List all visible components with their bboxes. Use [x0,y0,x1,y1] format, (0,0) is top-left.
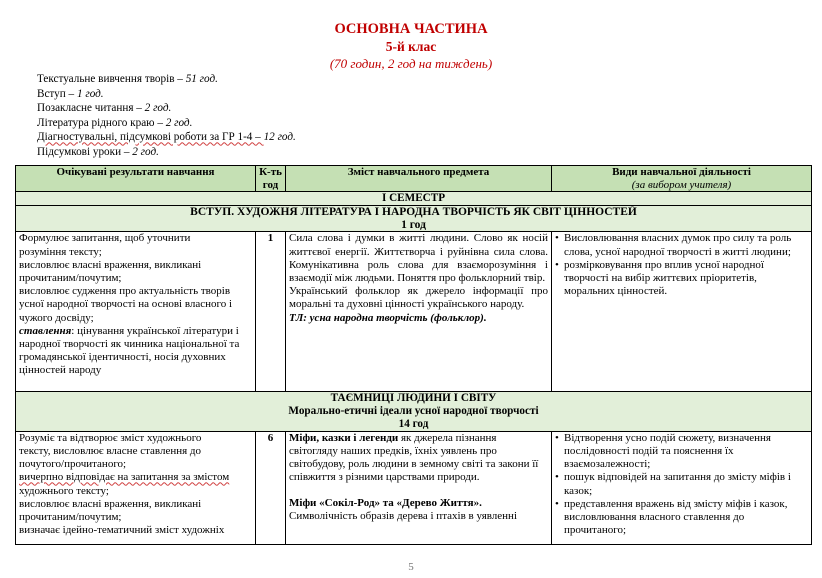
section1-title: ВСТУП. ХУДОЖНЯ ЛІТЕРАТУРА І НАРОДНА ТВОРЧІСТЬ ЯК СВІТ ЦІННОСТЕЙ [190,205,637,218]
list-item: • розмірковування про вплив усної народної творчості на вибір життєвих пріоритетів, моральних цінностей. [555,259,808,299]
section-title: ОСНОВНА ЧАСТИНА [334,21,488,37]
grade-title: 5-й клас [385,39,437,54]
section-header-row [16,205,812,232]
header-activity-note: (за вибором учителя) [631,178,732,191]
hours-item: Підсумкові уроки – 2 год. [37,145,159,158]
hours-breakdown [37,72,296,160]
semester-row [16,192,812,206]
section2-hours: 14 год [398,417,429,430]
list-item: • пошук відповідей на запитання до змісту міфів і казок; [555,471,808,497]
hours-item: Позакласне читання – 2 год. [37,102,172,115]
section-header-row [16,392,812,431]
section2-subtitle: Морально-етичні ідеали усної народної творчості [288,405,539,418]
section2-title: ТАЄМНИЦІ ЛЮДИНИ І СВІТУ [330,392,497,405]
hours-item: Текстуальне вивчення творів – 51 год. [37,73,218,85]
list-item: • Висловлювання власних думок про силу та роль слова, усної народної творчості в житті людини; [555,232,808,258]
content-cell: Сила слова і думки в житті людини. Слово як носій життєвої енергії. Життєтворча і руйнівна сила слова. Комунікативна роль слова для взаєморозуміння і взаємодії між людьми. Поняття про фольклорний твір. Український фольклор як джерело інформації про моральні та духовні цінності українського народу. ТЛ: усна народна творчість (фольклор). [286,232,552,392]
hours-item: Діагностувальні, підсумкові роботи за ГР 1-4 – 12 год. [37,131,296,144]
hours-item: Література рідного краю – 2 год. [37,116,193,129]
header-activity: Види навчальної діяльності (за вибором учителя) [552,166,812,192]
table-row [16,431,812,544]
page-number: 5 [408,561,414,573]
curriculum-table [15,165,812,545]
content-cell: Міфи, казки і легенди як джерела пізнання світогляду наших предків, їхніх уявлень про світобудову, роль людини в земному світі та закони її співжиття з різними царствами природи. Міфи «Сокіл-Род» та «Дерево Життя». Символічність образів дерева і птахів в уявленні [286,431,552,544]
semester-label: І СЕМЕСТР [16,192,812,206]
activity-cell [552,232,812,392]
header-content: Зміст навчального предмета [286,166,552,192]
table-header-row [16,166,812,192]
header-results: Очікувані результати навчання [16,166,256,192]
hours-cell: 6 [256,431,286,544]
list-item: • Відтворення усно подій сюжету, визначення послідовності подій та пояснення їх взаємозалежності; [555,432,808,472]
section2-header [16,392,812,431]
activity-cell [552,431,812,544]
results-cell: Формулює запитання, щоб уточнити розуміння тексту; висловлює власні враження, викликані прочитаним/почутим; висловлює судження про актуальність творів усної народної творчості на основі власного і чужого досвіду; ставлення: цінування української літератури і народної творчості як чинника національної та громадянської ідентичності, носія духовних цінностей народу [16,232,256,392]
hours-total-note: (70 годин, 2 год на тиждень) [329,56,493,71]
section1-hours: 1 год [401,218,426,231]
results-cell: Розуміє та відтворює зміст художнього тексту, висловлює власне ставлення до почутого/прочитаного; вичерпно відповідає на запитання за змістом художнього тексту; висловлює власні враження, викликані прочитаним/почутим; визначає ідейно-тематичний зміст художніх [16,431,256,544]
list-item: • представлення вражень від змісту міфів і казок, висловлювання власного ставлення до прочитаного; [555,498,808,538]
hours-item: Вступ – 1 год. [37,87,104,100]
header-hours: К-ть год [256,166,286,192]
table-row [16,232,812,392]
section1-header [16,205,812,232]
hours-cell: 1 [256,232,286,392]
